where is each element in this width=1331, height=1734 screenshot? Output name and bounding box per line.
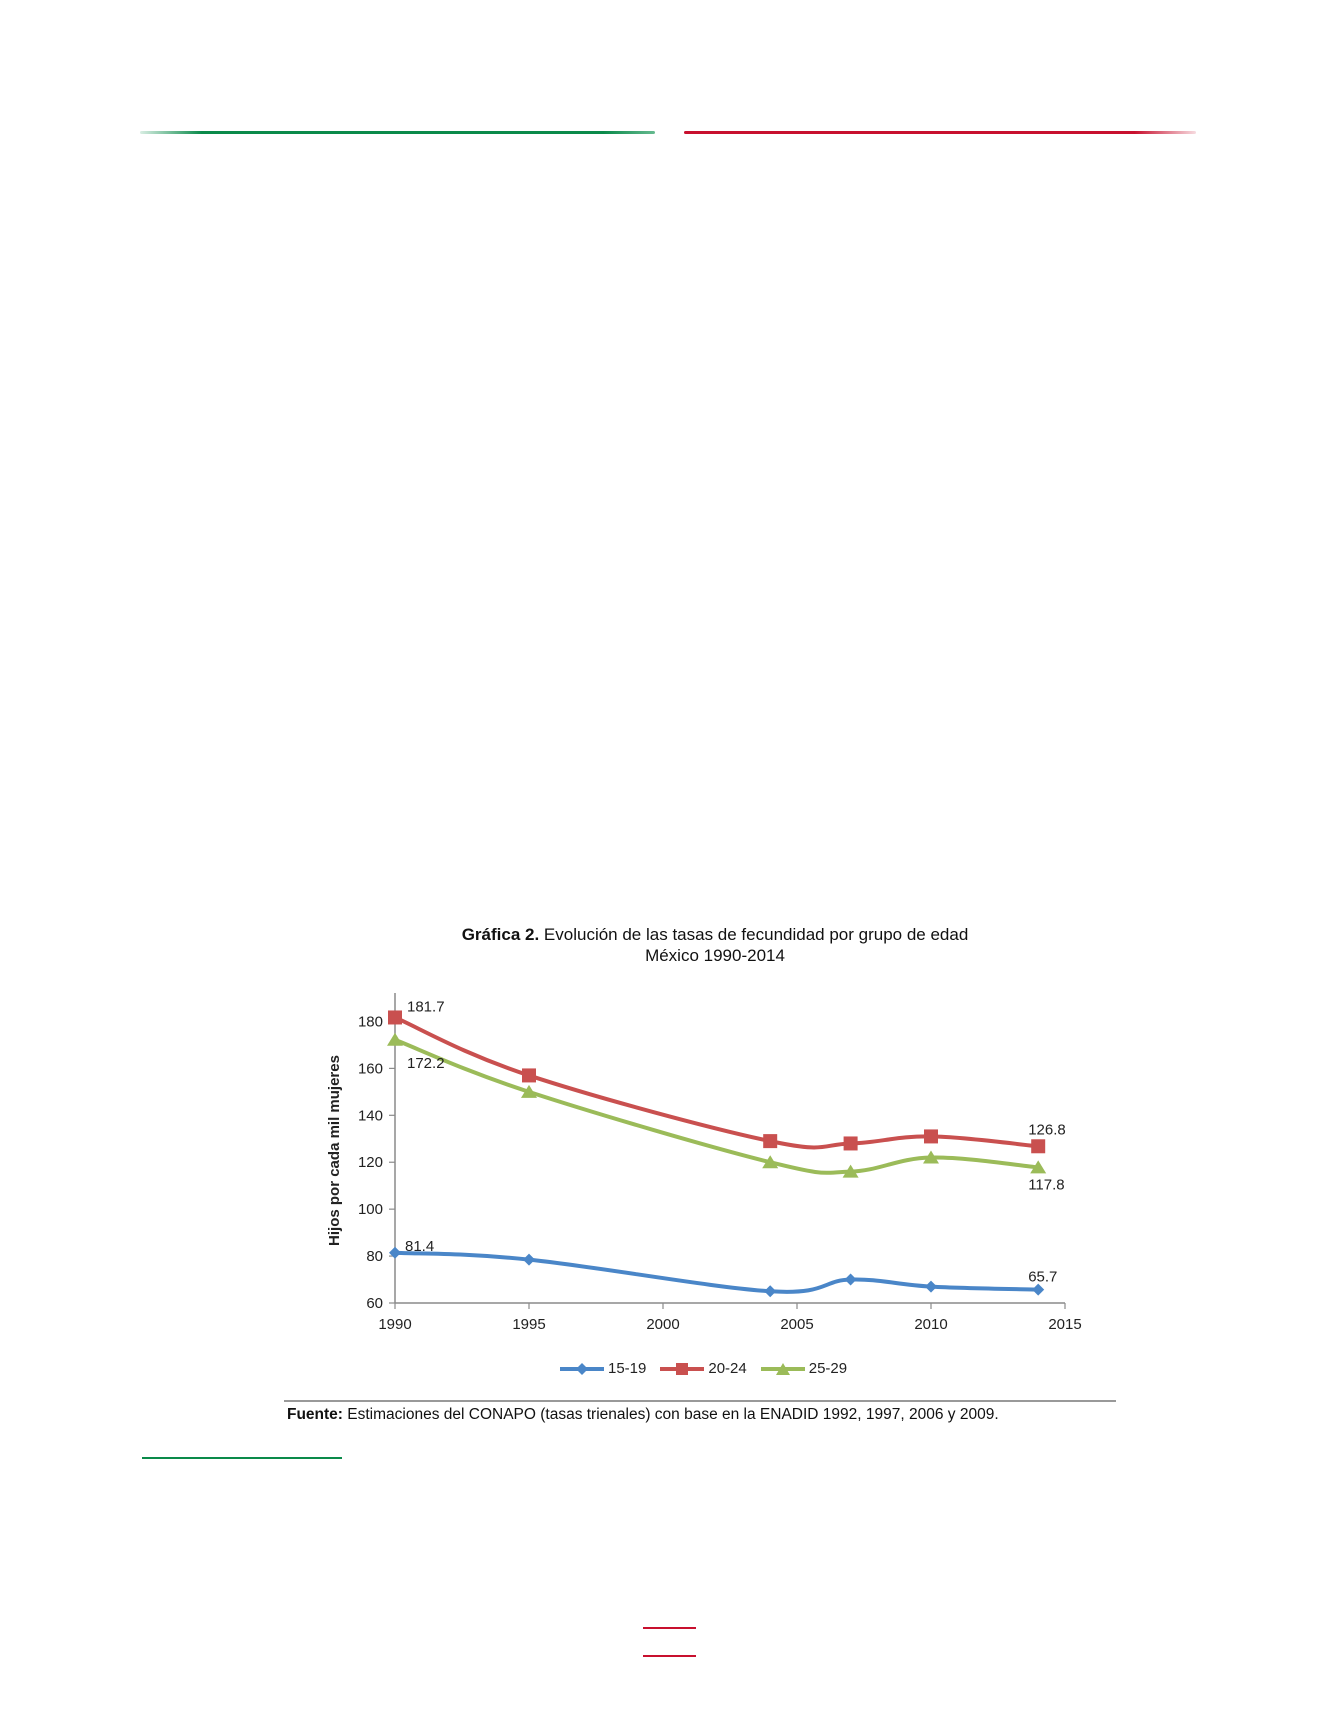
data-point-15-19	[389, 1247, 401, 1259]
x-tick-label: 2010	[914, 1316, 948, 1333]
y-tick-label: 120	[357, 1154, 383, 1172]
chart-source	[287, 1406, 999, 1424]
data-label-15-19: 65.7	[1028, 1268, 1058, 1286]
legend-marker-diamond-icon	[560, 1362, 604, 1376]
series-line-20-24	[395, 1017, 1038, 1147]
legend-item-20-24	[660, 1360, 746, 1377]
legend-marker-square-icon	[660, 1362, 704, 1376]
data-point-20-24	[844, 1136, 858, 1150]
data-point-20-24	[763, 1134, 777, 1148]
source-divider	[284, 1400, 1116, 1402]
data-point-20-24	[1031, 1139, 1045, 1153]
chart-title-text: Evolución de las tasas de fecundidad por grupo de edad	[543, 925, 969, 944]
data-label-20-24: 126.8	[1028, 1121, 1066, 1139]
header-rule-green	[140, 131, 655, 134]
source-label: Fuente:	[287, 1406, 343, 1423]
legend-label: 15-19	[608, 1360, 647, 1377]
x-tick-label: 1995	[512, 1316, 546, 1333]
data-point-20-24	[924, 1129, 938, 1143]
data-label-25-29: 172.2	[407, 1054, 445, 1072]
chart-subtitle: México 1990-2014	[645, 946, 785, 965]
data-point-15-19	[845, 1274, 857, 1286]
data-point-20-24	[522, 1068, 536, 1082]
x-tick-label: 2015	[1048, 1316, 1082, 1333]
series-line-15-19	[395, 1253, 1038, 1292]
line-chart	[300, 985, 1100, 1355]
y-tick-label: 60	[366, 1295, 383, 1312]
legend-marker-triangle-icon	[761, 1362, 805, 1376]
legend-item-15-19	[560, 1360, 646, 1377]
source-text: Estimaciones del CONAPO (tasas trienales) con base en la ENADID 1992, 1997, 2006 y 2009.	[342, 1406, 999, 1423]
data-point-20-24	[388, 1010, 402, 1024]
chart-title	[300, 924, 1130, 966]
legend-label: 25-29	[808, 1360, 848, 1377]
y-tick-label: 140	[357, 1107, 383, 1125]
data-point-15-19	[523, 1254, 535, 1266]
data-point-15-19	[764, 1285, 776, 1297]
chart-legend	[560, 1360, 847, 1377]
footnote-rule	[142, 1457, 342, 1459]
data-label-20-24: 181.7	[407, 998, 445, 1016]
y-tick-label: 80	[366, 1248, 383, 1266]
y-tick-label: 160	[357, 1060, 383, 1078]
x-tick-label: 2000	[646, 1316, 680, 1333]
x-tick-label: 1990	[378, 1316, 412, 1333]
header-rule-red	[684, 131, 1196, 134]
chart-title-bold: Gráfica 2.	[461, 925, 540, 944]
data-point-25-29	[387, 1033, 403, 1046]
y-tick-label: 100	[357, 1201, 383, 1219]
data-label-15-19: 81.4	[405, 1237, 435, 1255]
data-label-25-29: 117.8	[1028, 1176, 1065, 1194]
x-tick-label: 2005	[780, 1316, 814, 1333]
legend-label: 20-24	[708, 1360, 747, 1377]
page-number-rule-bottom	[643, 1655, 696, 1657]
y-tick-label: 180	[357, 1013, 383, 1031]
y-axis-label: Hijos por cada mil mujeres	[326, 1055, 343, 1246]
page-number-rule-top	[643, 1627, 696, 1629]
data-point-15-19	[925, 1281, 937, 1293]
legend-item-25-29	[761, 1360, 847, 1377]
